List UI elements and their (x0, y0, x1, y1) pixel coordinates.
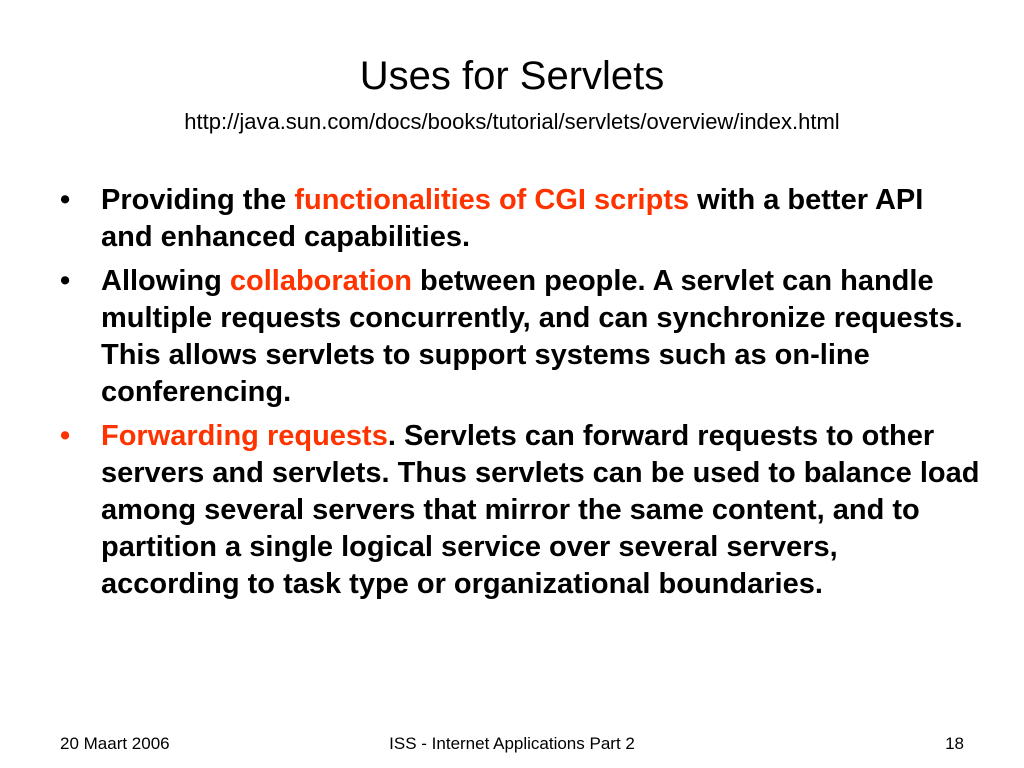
bullet-item-forwarding (60, 418, 980, 603)
bullet-text-suffix: between people. A servlet can handle multiple requests concurrently, and can synchronize requests. This allows servlets to support systems such as on-line conferencing. (101, 265, 963, 408)
bullet-highlight: collaboration (229, 265, 412, 297)
bullet-text-prefix: Providing the (101, 184, 295, 216)
slide-subtitle-url: http://java.sun.com/docs/books/tutorial/servlets/overview/index.html (184, 109, 840, 134)
bullet-dot-icon: • (60, 184, 71, 216)
bullet-highlight: Forwarding requests (101, 420, 388, 452)
bullet-text-suffix: with a better API and enhanced capabilities. (101, 184, 924, 253)
bullet-item-collaboration (60, 263, 980, 411)
footer-date: 20 Maart 2006 (60, 734, 170, 753)
bullet-highlight: functionalities of CGI scripts (294, 184, 690, 216)
bullet-text-suffix: . Servlets can forward requests to other servers and servlets. Thus servlets can be used to balance load among several servers that mirror the same content, and to partition a single logical service over several servers, according to task type or organizational boundaries. (101, 420, 980, 600)
footer-title: ISS - Internet Applications Part 2 (389, 734, 635, 753)
footer-page-number: 18 (945, 734, 964, 753)
slide-title: Uses for Servlets (359, 54, 665, 98)
bullet-dot-icon: • (60, 420, 71, 452)
bullet-item-cgi (60, 182, 980, 256)
bullet-dot-icon: • (60, 265, 71, 297)
bullet-text-prefix: Allowing (101, 265, 230, 297)
bullet-list (60, 182, 980, 610)
